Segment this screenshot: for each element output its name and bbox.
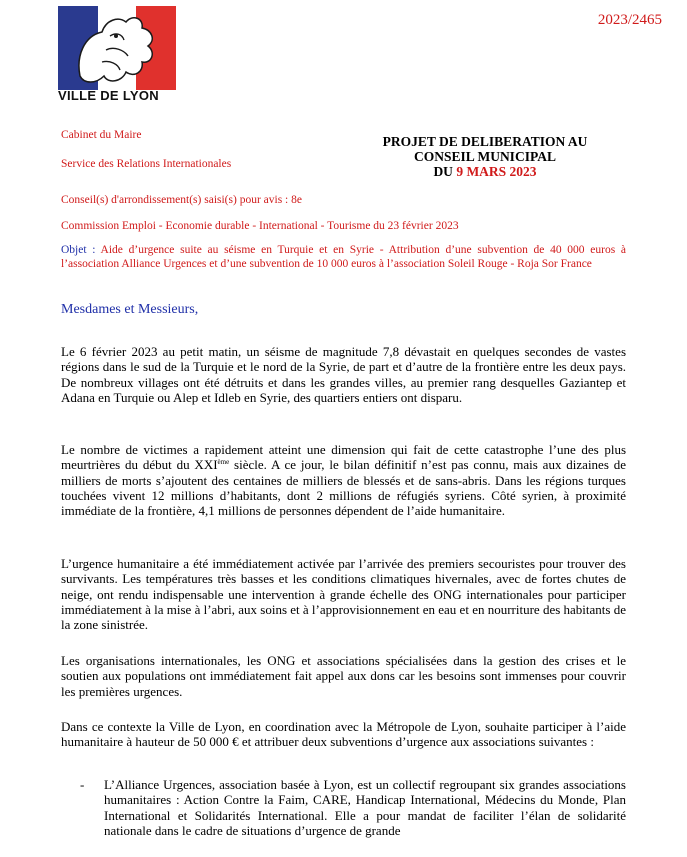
logo-text: VILLE DE LYON xyxy=(58,88,159,103)
title-du: DU xyxy=(433,164,457,179)
paragraph-1: Le 6 février 2023 au petit matin, un séisme de magnitude 7,8 dévastait en quelques secondes de vastes régions dans le sud de la Turquie et le nord de la Syrie, de part et d’autre de la frontière entre les deux pays. De nombreux villages ont été détruits et dans les grandes villes, au premier rang desquelles Gaziantep et Adana en Turquie ou Alep et Idleb en Syrie, des quartiers entiers ont disparu. xyxy=(61,344,626,405)
service-label: Service des Relations Internationales xyxy=(61,158,232,170)
commission-label: Commission Emploi - Economie durable - International - Tourisme du 23 février 2023 xyxy=(61,220,459,232)
page-title xyxy=(330,134,640,179)
cabinet-label: Cabinet du Maire xyxy=(61,129,142,141)
conseils-arrondissement: Conseil(s) d'arrondissement(s) saisi(s) pour avis : 8e xyxy=(61,194,302,206)
objet-label: Objet : xyxy=(61,244,101,256)
paragraph-2-a: Le nombre de victimes a rapidement atteint une dimension qui fait de cette catastrophe l’une des plus meurtrières du début du XXI xyxy=(61,442,626,473)
title-line-1: PROJET DE DELIBERATION AU xyxy=(382,134,588,149)
paragraph-3: L’urgence humanitaire a été immédiatement activée par l’arrivée des premiers secouristes pour trouver des survivants. Les températures très basses et les conditions climatiques hivernales, avec de fortes chutes de neige, ont rendu indispensable une intervention à grande échelle des ONG internationales pour participer immédiatement à la mise à l’abri, aux soins et à l’approvisionnement en eau et en nourriture des habitants de la zone sinistrée. xyxy=(61,556,626,633)
salutation: Mesdames et Messieurs, xyxy=(61,302,199,317)
title-date: 9 MARS 2023 xyxy=(456,164,537,179)
list-item-alliance-urgences: L’Alliance Urgences, association basée à Lyon, est un collectif regroupant six grandes associations humanitaires : Action Contre la Faim, CARE, Handicap International, Médecins du Monde, Plan International et Solidarités International. Elle a pour mandat de faciliter l’élan de solidarité nationale dans le cadre de situations d’urgence de grande xyxy=(104,777,626,838)
list-bullet: - xyxy=(80,777,85,792)
title-line-2: CONSEIL MUNICIPAL xyxy=(414,149,556,164)
deliberation-reference: 2023/2465 xyxy=(597,12,662,28)
title-line-3 xyxy=(330,164,640,179)
paragraph-2 xyxy=(61,442,626,518)
lion-icon xyxy=(58,6,176,90)
paragraph-4: Les organisations internationales, les ONG et associations spécialisées dans la gestion des crises et le soutien aux populations ont immédiatement fait appel aux dons car les besoins sont immenses pour couvrir les premières urgences. xyxy=(61,653,626,699)
paragraph-5: Dans ce contexte la Ville de Lyon, en coordination avec la Métropole de Lyon, souhaite participer à l’aide humanitaire à hauteur de 50 000 € et attribuer deux subventions d’urgence aux associations suivantes : xyxy=(61,719,626,750)
objet-text: Aide d’urgence suite au séisme en Turquie et en Syrie - Attribution d’une subvention de 40 000 euros à l’association Alliance Urgences et d’une subvention de 10 000 euros à l’association Soleil Rouge - Roja Sor France xyxy=(61,244,626,270)
objet-block xyxy=(61,243,626,271)
paragraph-2-sup: ème xyxy=(217,458,230,467)
paragraph-2-b: siècle. A ce jour, le bilan définitif n’est pas connu, mais aux dizaines de milliers de morts s’ajoutent des centaines de milliers de blessés et de sans-abris. Dans les régions turques touchées vivent 12 millions d’habitants, dont 2 millions de réfugiés syriens. Côté syrien, à proximité immédiate de la frontière, 4,1 millions de personnes dépendent de l’aide humanitaire. xyxy=(61,457,626,519)
